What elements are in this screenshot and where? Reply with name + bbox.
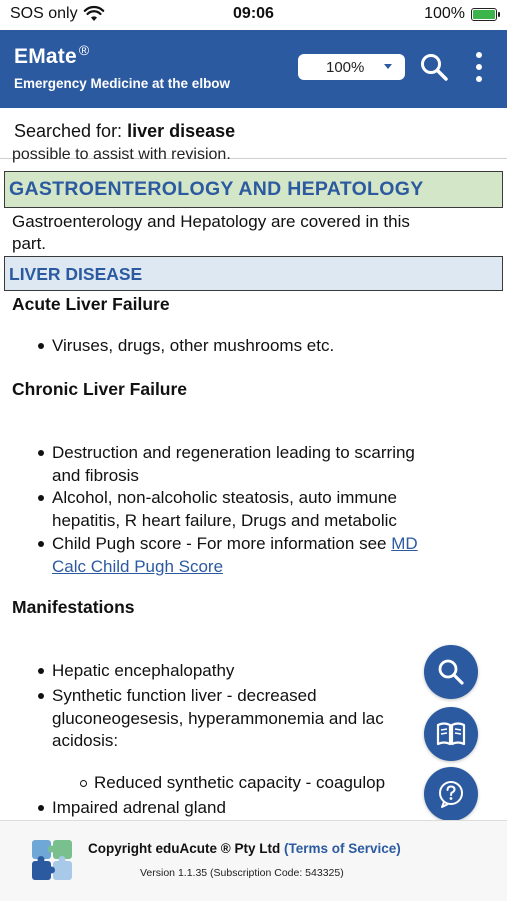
list-item-line: and fibrosis bbox=[52, 465, 139, 485]
sub-section-banner bbox=[4, 256, 503, 291]
list-item-text bbox=[52, 685, 384, 753]
status-time: 09:06 bbox=[233, 5, 274, 22]
list-item-line: Destruction and regeneration leading to scarring bbox=[52, 443, 415, 462]
md-calc-link[interactable]: MD bbox=[391, 534, 418, 553]
sub-list-item-text: Reduced synthetic capacity - coagulop bbox=[94, 773, 386, 792]
battery-icon bbox=[471, 8, 497, 21]
copyright-text: Copyright eduAcute ® Pty Ltd bbox=[88, 841, 281, 856]
bullet-dot bbox=[38, 343, 44, 349]
list-item-text bbox=[52, 442, 415, 487]
registered-mark: ® bbox=[78, 42, 90, 58]
section-banner bbox=[4, 171, 503, 208]
section-intro bbox=[12, 211, 410, 255]
list-item-text: Impaired adrenal gland bbox=[52, 798, 226, 817]
footer bbox=[0, 820, 507, 901]
bullet-dot bbox=[38, 668, 44, 674]
zoom-select[interactable] bbox=[298, 54, 405, 80]
section-title: GASTROENTEROLOGY AND HEPATOLOGY bbox=[9, 178, 424, 200]
search-icon[interactable] bbox=[419, 52, 449, 82]
bullet-dot bbox=[38, 805, 44, 811]
chevron-down-icon bbox=[384, 64, 392, 69]
help-bubble-icon bbox=[436, 779, 466, 809]
section-intro-line1: Gastroenterology and Hepatology are covered in this bbox=[12, 212, 410, 231]
bullet-dot bbox=[38, 693, 44, 699]
list-item-line: Alcohol, non-alcoholic steatosis, auto immune bbox=[52, 488, 397, 507]
list-item-text bbox=[52, 487, 397, 532]
app-subtitle: Emergency Medicine at the elbow bbox=[14, 76, 231, 91]
list-item-text: Viruses, drugs, other mushrooms etc. bbox=[52, 336, 335, 355]
app-header bbox=[0, 30, 507, 108]
puzzle-logo-icon bbox=[30, 838, 74, 882]
battery-percent: 100% bbox=[424, 5, 465, 22]
md-calc-link-continued[interactable]: Calc Child Pugh Score bbox=[52, 556, 224, 576]
carrier-text: SOS only bbox=[10, 5, 78, 22]
battery-level bbox=[473, 10, 495, 19]
list-item-line: hepatitis, R heart failure, Drugs and metabolic bbox=[52, 510, 397, 530]
app-title bbox=[14, 42, 89, 69]
bullet-dot bbox=[38, 495, 44, 501]
list-item-text bbox=[52, 533, 418, 578]
list-item-line: acidosis: bbox=[52, 731, 119, 750]
terms-of-service-link[interactable]: (Terms of Service) bbox=[283, 841, 401, 856]
footer-copyright bbox=[88, 841, 401, 856]
search-term: liver disease bbox=[127, 121, 236, 141]
manifestations-heading: Manifestations bbox=[12, 597, 135, 617]
searched-for-label bbox=[14, 121, 235, 142]
sub-section-title: LIVER DISEASE bbox=[9, 264, 143, 284]
book-open-icon bbox=[436, 721, 466, 747]
chronic-heading: Chronic Liver Failure bbox=[12, 379, 188, 399]
footer-version: Version 1.1.35 (Subscription Code: 543325) bbox=[140, 867, 344, 879]
list-item-text: Hepatic encephalopathy bbox=[52, 661, 235, 680]
status-right bbox=[424, 5, 497, 23]
bullet-circle bbox=[80, 780, 87, 787]
help-fab-button[interactable] bbox=[424, 767, 478, 821]
search-icon bbox=[437, 658, 465, 686]
acute-heading: Acute Liver Failure bbox=[12, 294, 170, 314]
contents-fab-button[interactable] bbox=[424, 707, 478, 761]
cut-off-text: possible to assist with revision. bbox=[12, 146, 231, 163]
bullet-dot bbox=[38, 541, 44, 547]
list-item-line: gluconeogesesis, hyperammonemia and lac bbox=[52, 708, 384, 728]
section-intro-line2: part. bbox=[12, 234, 47, 253]
status-bar bbox=[0, 0, 507, 30]
bullet-dot bbox=[38, 450, 44, 456]
searched-for-prefix: Searched for: bbox=[14, 121, 128, 141]
list-item-line: Synthetic function liver - decreased bbox=[52, 686, 317, 705]
zoom-value: 100% bbox=[326, 58, 365, 76]
search-fab-button[interactable] bbox=[424, 645, 478, 699]
more-vertical-icon[interactable] bbox=[470, 50, 488, 84]
list-item-line: Child Pugh score - For more information see bbox=[52, 534, 392, 553]
app-title-text: EMate bbox=[14, 45, 77, 68]
